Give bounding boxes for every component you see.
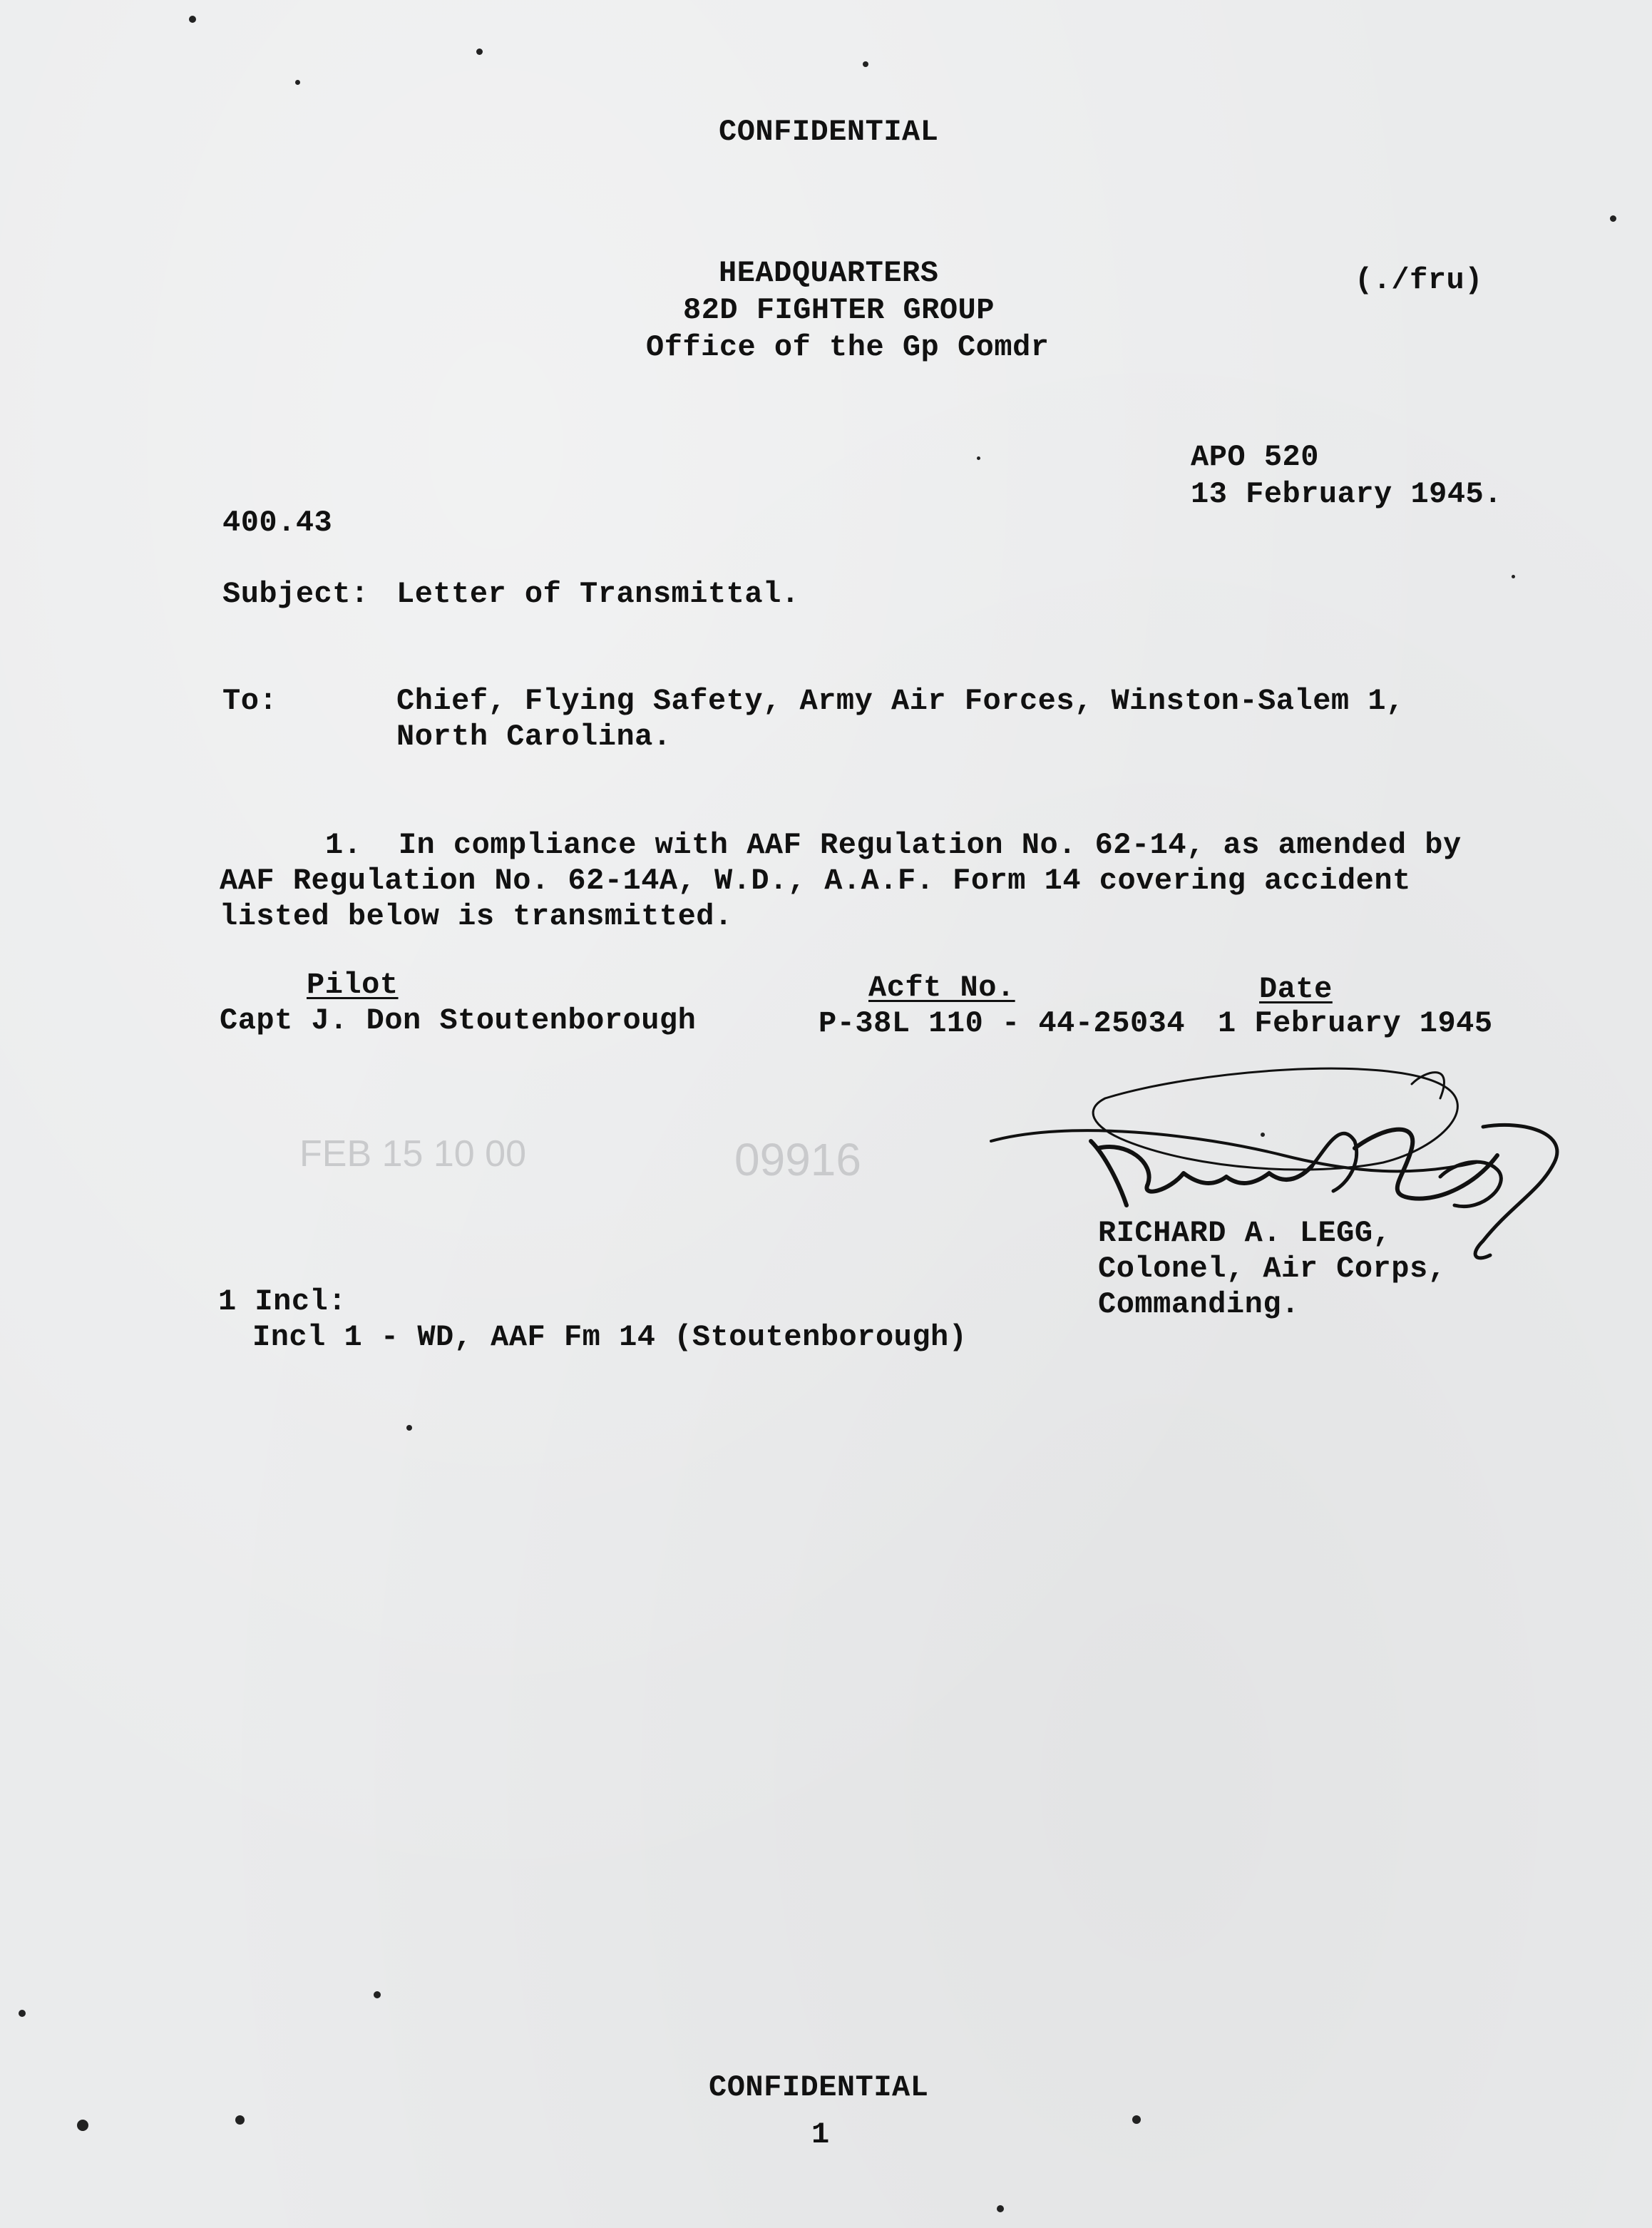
- reference-mark: (./fru): [1355, 263, 1483, 297]
- scan-speck: [295, 80, 300, 85]
- letter-date: 13 February 1945.: [1191, 477, 1502, 511]
- column-header-date: Date: [1259, 972, 1333, 1006]
- faint-stamp-number: 09916: [734, 1134, 861, 1185]
- row-pilot: Capt J. Don Stoutenborough: [220, 1003, 697, 1038]
- scan-speck: [863, 61, 868, 67]
- scan-speck: [476, 48, 483, 55]
- scan-speck: [977, 456, 980, 460]
- scan-speck: [997, 2205, 1004, 2212]
- to-line-1: Chief, Flying Safety, Army Air Forces, Winston-Salem 1,: [396, 684, 1405, 718]
- scan-speck: [77, 2120, 88, 2131]
- signatory-rank: Colonel, Air Corps,: [1098, 1252, 1447, 1286]
- org-office: Office of the Gp Comdr: [646, 330, 1050, 364]
- subject-label: Subject:: [222, 577, 369, 611]
- handwritten-signature: [984, 1041, 1583, 1312]
- scan-speck: [1512, 575, 1515, 578]
- column-header-pilot: Pilot: [307, 968, 399, 1002]
- org-headquarters: HEADQUARTERS: [719, 256, 939, 290]
- paragraph-line-1: 1. In compliance with AAF Regulation No. 62-14, as amended by: [325, 828, 1462, 862]
- to-line-2: North Carolina.: [396, 720, 672, 754]
- to-label: To:: [222, 684, 278, 718]
- row-acft-no: P-38L 110 - 44-25034: [819, 1006, 1186, 1041]
- signatory-name: RICHARD A. LEGG,: [1098, 1216, 1392, 1250]
- file-number: 400.43: [222, 506, 333, 540]
- scan-speck: [235, 2115, 245, 2125]
- scan-speck: [19, 2010, 26, 2017]
- signatory-role: Commanding.: [1098, 1287, 1300, 1322]
- page-number: 1: [811, 2117, 830, 2152]
- subject-text: Letter of Transmittal.: [396, 577, 800, 611]
- scan-speck: [1610, 215, 1616, 222]
- scan-speck: [1132, 2115, 1141, 2124]
- column-header-acft-no: Acft No.: [868, 971, 1015, 1005]
- faint-stamp-date: FEB 15 10 00: [299, 1133, 526, 1175]
- classification-bottom: CONFIDENTIAL: [709, 2070, 929, 2105]
- apo-number: APO 520: [1191, 440, 1319, 474]
- org-fighter-group: 82D FIGHTER GROUP: [683, 293, 995, 327]
- enclosure-item-1: Incl 1 - WD, AAF Fm 14 (Stoutenborough): [252, 1320, 968, 1354]
- paragraph-line-2: AAF Regulation No. 62-14A, W.D., A.A.F. Form 14 covering accident: [220, 864, 1411, 898]
- scan-speck: [189, 16, 196, 23]
- enclosure-label: 1 Incl:: [218, 1284, 347, 1319]
- classification-top: CONFIDENTIAL: [719, 115, 939, 149]
- row-date: 1 February 1945: [1218, 1006, 1493, 1041]
- paragraph-line-3: listed below is transmitted.: [220, 899, 733, 934]
- scan-speck: [406, 1425, 412, 1431]
- scan-speck: [374, 1991, 381, 1998]
